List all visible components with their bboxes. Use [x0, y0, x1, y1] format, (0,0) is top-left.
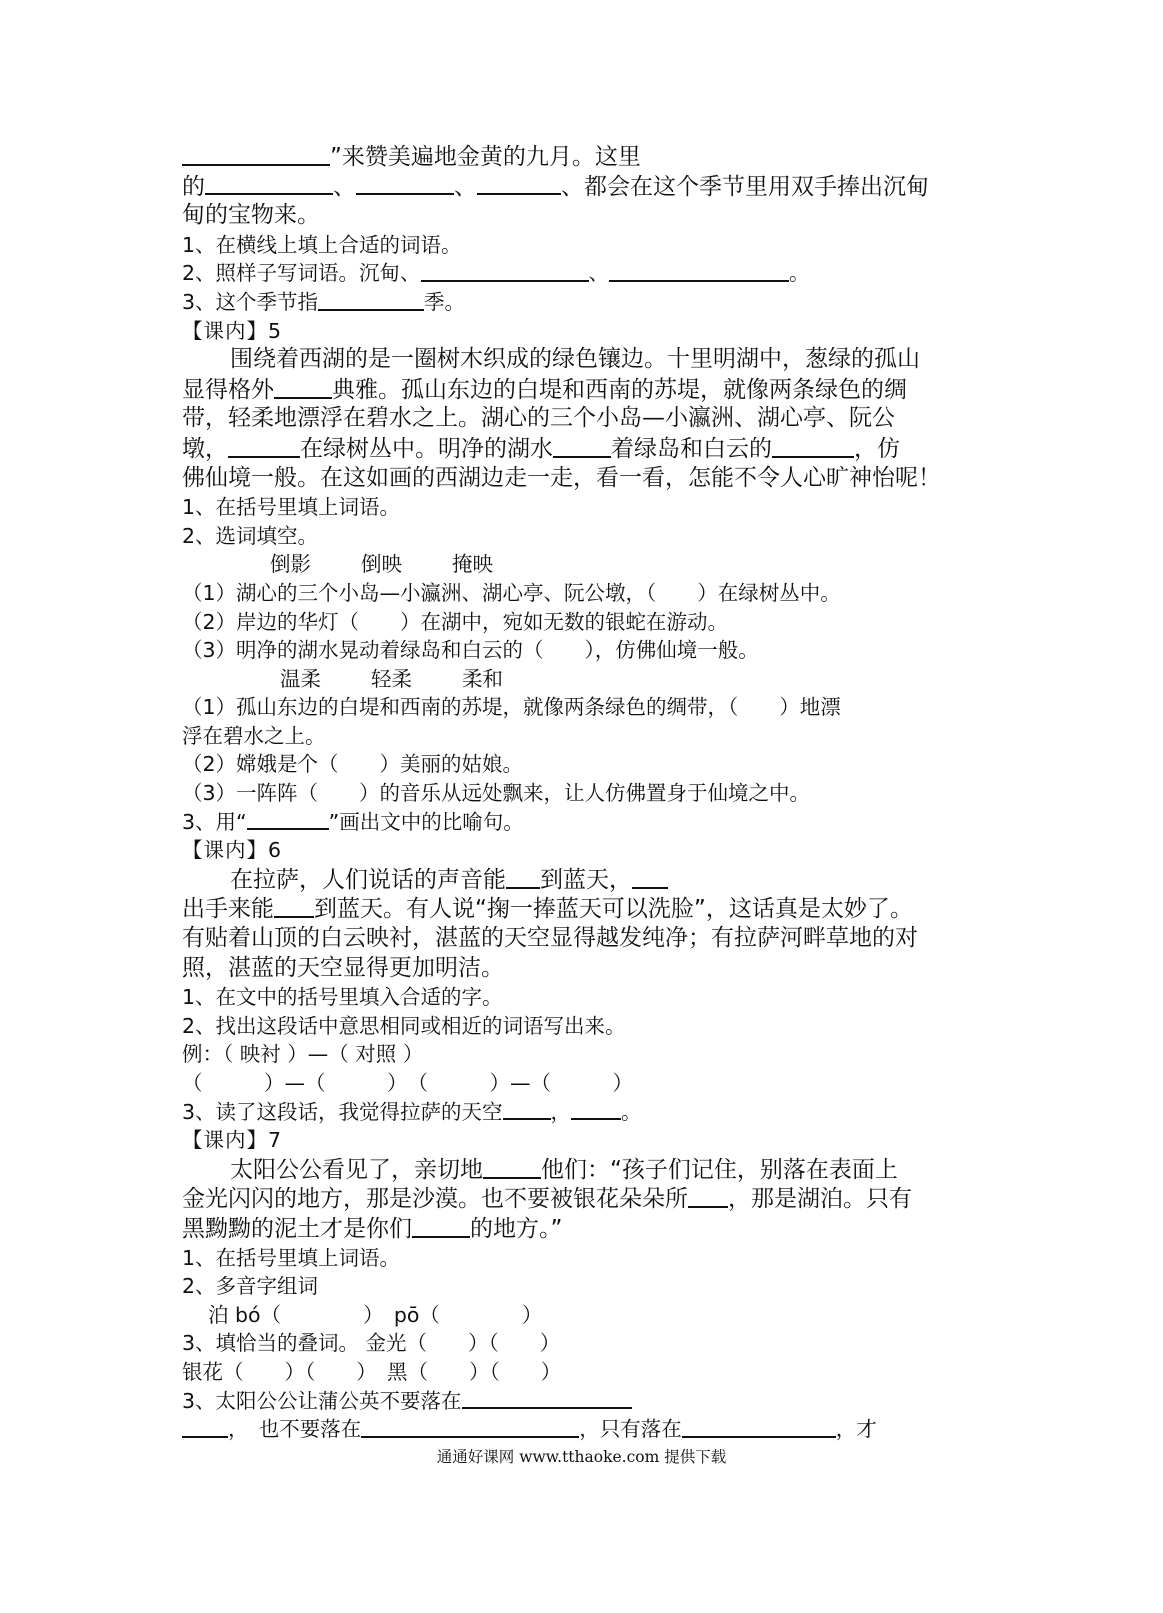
question: 3、太阳公公让蒲公英不要落在	[182, 1387, 982, 1416]
passage-line: 金光闪闪的地方，那是沙漠。也不要被银花朵朵所 ，那是湖泊。只有	[182, 1184, 982, 1214]
fill-blank	[688, 1184, 728, 1208]
passage-line: 照，湛蓝的天空显得更加明洁。	[182, 954, 504, 981]
section-title: 【课内】7	[182, 1128, 283, 1153]
fill-blank	[274, 894, 314, 918]
passage-line: 围绕着西湖的是一圈树木织成的绿色镶边。十里明湖中，葱绿的孤山	[230, 346, 920, 373]
passage-line: 黑黝黝的泥土才是你们 的地方。”	[182, 1214, 982, 1244]
word-option: 轻柔	[371, 666, 412, 691]
fill-blank	[182, 1416, 228, 1437]
fill-blank	[571, 1099, 621, 1120]
sentence: （3）一阵阵（ ）的音乐从远处飘来，让人仿佛置身于仙境之中。	[182, 781, 811, 806]
question: 3、用“ ”画出文中的比喻句。	[182, 809, 524, 834]
question: 3、填恰当的叠词。 金光（ ）（ ）	[182, 1331, 561, 1356]
fill-blank	[609, 261, 789, 282]
question: 2、找出这段话中意思相同或相近的词语写出来。	[182, 1013, 626, 1038]
passage-line: 太阳公公看见了，亲切地 他们：“孩子们记住，别落在表面上	[182, 1155, 982, 1185]
question: ， 也不要落在 ，只有落在 ，才	[182, 1415, 982, 1444]
word-option: 掩映	[452, 552, 493, 577]
word-options	[182, 550, 982, 579]
question: 1、在括号里填上词语。	[182, 495, 401, 520]
word-options	[182, 665, 982, 694]
question: 1、在括号里填上词语。	[182, 1245, 401, 1270]
passage-line: 墩， 在绿树丛中。明净的湖水 着绿岛和白云的 ，仿	[182, 434, 982, 464]
question: 2、选词填空。	[182, 523, 319, 548]
word-option: 倒映	[361, 552, 402, 577]
fill-blank	[506, 865, 540, 889]
fill-blank	[318, 289, 424, 310]
sentence: 浮在碧水之上。	[182, 723, 326, 748]
question: 2、多音字组词	[182, 1274, 319, 1299]
fill-blank	[247, 809, 329, 830]
fill-blank	[205, 172, 333, 196]
question: 1、在文中的括号里填入合适的字。	[182, 985, 503, 1010]
fill-blank	[274, 375, 332, 399]
fill-blank	[182, 142, 330, 166]
footer-credit: 通通好课网 www.tthaoke.com 提供下载	[436, 1448, 727, 1466]
fill-blank	[356, 172, 454, 196]
fill-blank	[632, 865, 668, 889]
fill-blank	[421, 261, 589, 282]
fill-blank	[503, 1099, 551, 1120]
passage-line: 带，轻柔地漂浮在碧水之上。湖心的三个小岛—小瀛洲、湖心亭、阮公	[182, 405, 895, 432]
passage-line: 出手来能 到蓝天。有人说“掬一捧蓝天可以洗脸”，这话真是太妙了。	[182, 894, 982, 924]
passage-line: ”来赞美遍地金黄的九月。这里	[182, 142, 982, 172]
answer-blanks: （ ）—（ ） （ ）—（ ）	[182, 1071, 633, 1095]
sentence: （1）湖心的三个小岛—小瀛洲、湖心亭、阮公墩，（ ）在绿树丛中。	[182, 580, 841, 605]
fill-blank	[361, 1416, 579, 1437]
word-option: 倒影	[270, 552, 311, 577]
fill-blank	[412, 1214, 470, 1238]
sentence: （1）孤山东边的白堤和西南的苏堤，就像两条绿色的绸带，（ ）地漂	[182, 695, 841, 720]
fill-blank	[682, 1416, 836, 1437]
passage-line: 的 、 、 、都会在这个季节里用双手捧出沉甸	[182, 172, 982, 202]
polyphone: 泊 bó（ ） pō（ ）	[208, 1302, 543, 1327]
passage-line: 在拉萨，人们说话的声音能 到蓝天，	[182, 865, 982, 895]
fill-blank	[462, 1388, 632, 1409]
question: 3、这个季节指 季。	[182, 289, 466, 314]
passage-line: 佛仙境一般。在这如画的西湖边走一走，看一看，怎能不令人心旷神怡呢！	[182, 464, 941, 491]
question: 银花（ ）（ ） 黑（ ）（ ）	[182, 1359, 562, 1384]
sentence: （2）嫦娥是个（ ）美丽的姑娘。	[182, 752, 524, 777]
question: 2、照样子写词语。沉甸、 、 。	[182, 261, 810, 286]
sentence: （3）明净的湖水晃动着绿岛和白云的（ ），仿佛仙境一般。	[182, 638, 759, 663]
question: 1、在横线上填上合适的词语。	[182, 232, 462, 257]
question: 3、读了这段话，我觉得拉萨的天空 ， 。	[182, 1099, 642, 1124]
section-title: 【课内】6	[182, 838, 283, 863]
passage-line: 显得格外 典雅。孤山东边的白堤和西南的苏堤，就像两条绿色的绸	[182, 375, 982, 405]
sentence: （2）岸边的华灯（ ）在湖中，宛如无数的银蛇在游动。	[182, 609, 729, 634]
word-option: 温柔	[280, 666, 321, 691]
example: 例：（ 映衬 ）—（ 对照 ）	[182, 1042, 424, 1067]
passage-line: 有贴着山顶的白云映衬，湛蓝的天空显得越发纯净；有拉萨河畔草地的对	[182, 925, 918, 952]
word-option: 柔和	[462, 666, 503, 691]
section-title: 【课内】5	[182, 318, 283, 343]
fill-blank	[228, 434, 300, 458]
passage-line: 甸的宝物来。	[182, 202, 320, 229]
fill-blank	[772, 434, 854, 458]
fill-blank	[477, 172, 561, 196]
worksheet-page	[182, 142, 982, 1444]
fill-blank	[553, 434, 611, 458]
fill-blank	[483, 1155, 541, 1179]
